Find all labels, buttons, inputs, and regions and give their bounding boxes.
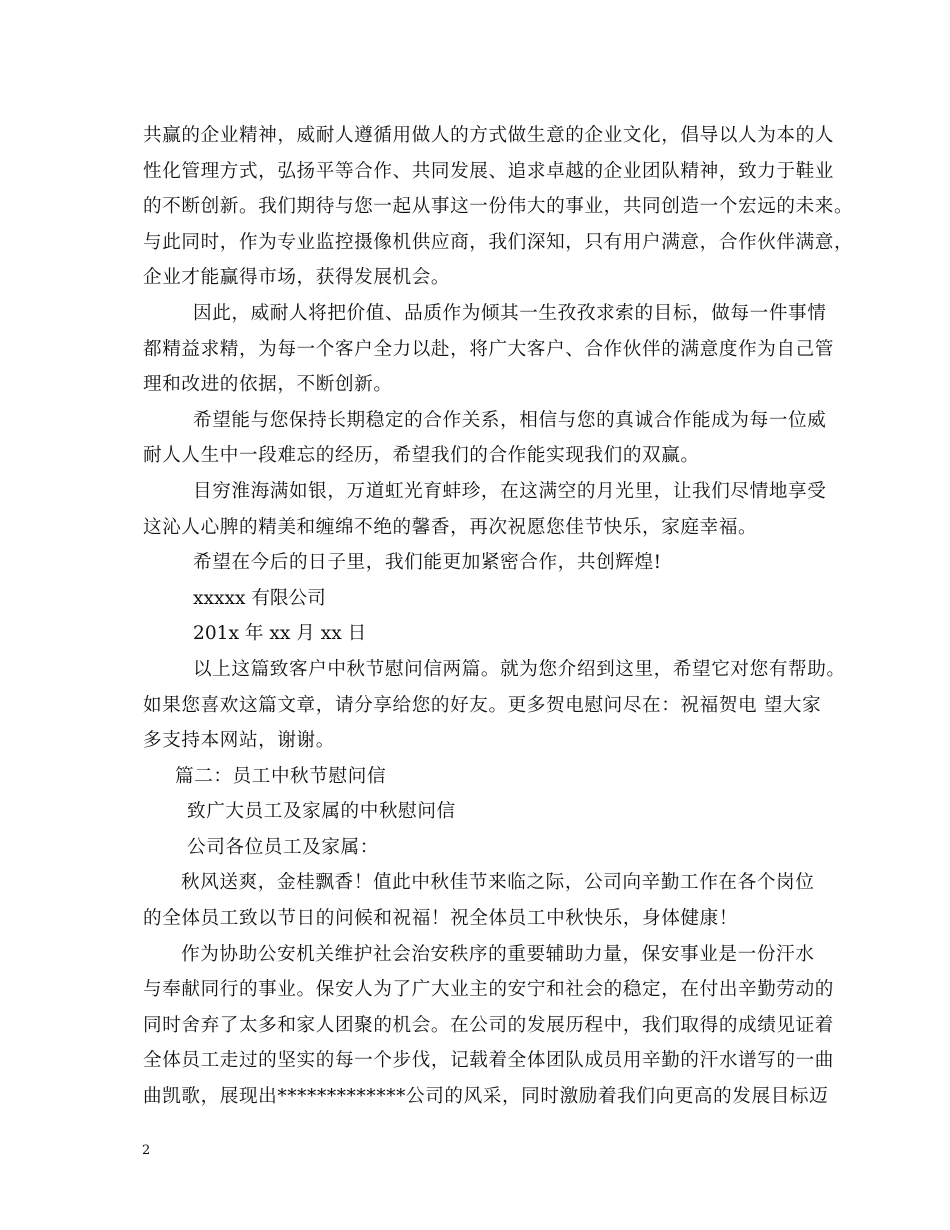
paragraph-line: 希望在今后的日子里，我们能更加紧密合作，共创辉煌! bbox=[193, 552, 662, 574]
paragraph-line: 的不断创新。我们期待与您一起从事这一份伟大的事业，共同创造一个宏远的未来。 bbox=[143, 196, 854, 218]
letter-salutation: 公司各位员工及家属： bbox=[187, 836, 379, 858]
letter-title: 致广大员工及家属的中秋慰问信 bbox=[187, 801, 456, 823]
section-heading: 篇二：员工中秋节慰问信 bbox=[175, 765, 387, 787]
page-number: 2 bbox=[142, 1143, 151, 1158]
paragraph-line: 目穷淮海满如银，万道虹光育蚌珍，在这满空的月光里，让我们尽情地享受 bbox=[193, 480, 827, 502]
document-body bbox=[143, 118, 854, 1115]
paragraph-line: 共赢的企业精神，威耐人遵循用做人的方式做生意的企业文化，倡导以人为本的人 bbox=[143, 125, 834, 146]
paragraph-line: 多支持本网站，谢谢。 bbox=[143, 730, 335, 752]
signature-company: xxxxx 有限公司 bbox=[193, 587, 326, 609]
paragraph-line: 同时舍弃了太多和家人团聚的机会。在公司的发展历程中，我们取得的成绩见证着 bbox=[143, 1014, 834, 1036]
paragraph-line: 理和改进的依据，不断创新。 bbox=[143, 374, 393, 396]
paragraph-line: 与此同时，作为专业监控摄像机供应商，我们深知，只有用户满意，合作伙伴满意， bbox=[143, 231, 854, 253]
paragraph-line: 秋风送爽，金桂飘香！值此中秋佳节来临之际，公司向辛勤工作在各个岗位 bbox=[181, 872, 815, 894]
paragraph-line: 这沁人心脾的精美和缠绵不绝的馨香，再次祝愿您佳节快乐，家庭幸福。 bbox=[143, 516, 758, 538]
paragraph-line: 全体员工走过的坚实的每一个步伐，记载着全体团队成员用辛勤的汗水谱写的一曲 bbox=[143, 1050, 834, 1072]
paragraph-line: 的全体员工致以节日的问候和祝福！祝全体员工中秋快乐，身体健康！ bbox=[143, 908, 739, 930]
paragraph-line: 曲凯歌，展现出*************公司的风采，同时激励着我们向更高的发展目标迈 bbox=[143, 1086, 829, 1108]
paragraph-line: 因此，威耐人将把价值、品质作为倾其一生孜孜求索的目标，做每一件事情 bbox=[193, 302, 827, 324]
paragraph-line: 希望能与您保持长期稳定的合作关系，相信与您的真诚合作能成为每一位威 bbox=[193, 409, 827, 431]
paragraph-line: 性化管理方式，弘扬平等合作、共同发展、追求卓越的企业团队精神，致力于鞋业 bbox=[143, 160, 834, 182]
paragraph-line: 作为协助公安机关维护社会治安秩序的重要辅助力量，保安事业是一份汗水 bbox=[181, 943, 815, 965]
paragraph-line: 以上这篇致客户中秋节慰问信两篇。就为您介绍到这里，希望它对您有帮助。 bbox=[193, 658, 846, 680]
paragraph-line: 耐人人生中一段难忘的经历，希望我们的合作能实现我们的双赢。 bbox=[143, 445, 700, 467]
paragraph-line: 与奉献同行的事业。保安人为了广大业主的安宁和社会的稳定，在付出辛勤劳动的 bbox=[143, 979, 834, 1001]
paragraph-line: 都精益求精，为每一个客户全力以赴，将广大客户、合作伙伴的满意度作为自己管 bbox=[143, 338, 834, 360]
paragraph-line: 企业才能赢得市场，获得发展机会。 bbox=[143, 267, 451, 289]
signature-date: 201x 年 xx 月 xx 日 bbox=[193, 623, 367, 645]
paragraph-line: 如果您喜欢这篇文章，请分享给您的好友。更多贺电慰问尽在：祝福贺电 望大家 bbox=[143, 694, 822, 716]
